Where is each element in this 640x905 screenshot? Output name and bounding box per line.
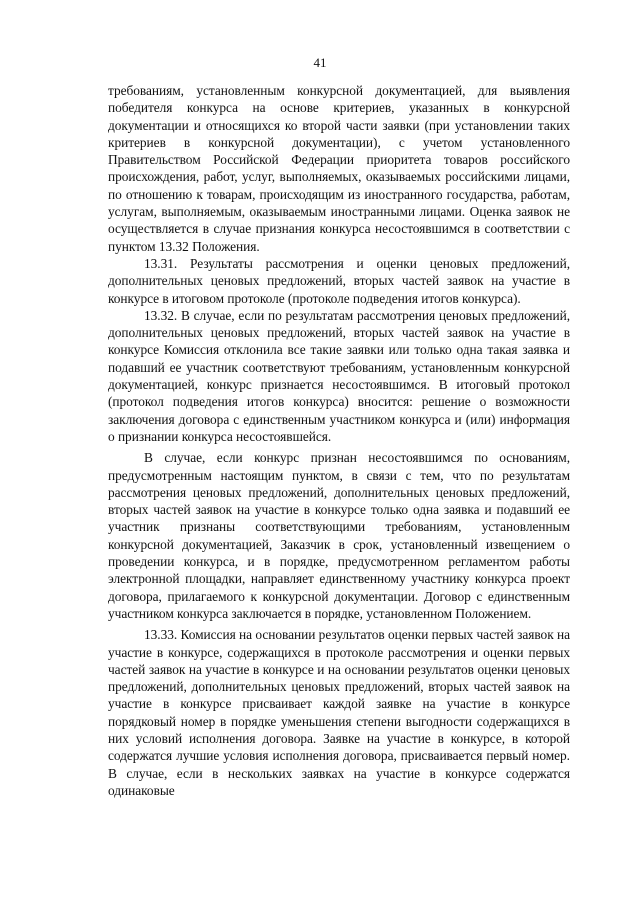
paragraph-13-33: 13.33. Комиссия на основании результатов оценки первых частей заявок на участие в конкурсе, содержащихся в протоколе рассмотрения и оценки первых частей заявок на участие в конкурсе и на основании результатов оценки ценовых предложений, дополнительных ценовых предложений, вторых частей заявок на участие в конкурсе присваивает каждой заявке на участие в конкурсе порядковый номер в порядке уменьшения степени выгодности содержащихся в них условий исполнения договора. Заявке на участие в конкурсе, в которой содержатся лучшие условия исполнения договора, присваивается первый номер. В случае, если в нескольких заявках на участие в конкурсе содержатся одинаковые xyxy=(108,627,570,798)
paragraph-13-32: 13.32. В случае, если по результатам рассмотрения ценовых предложений, дополнительных ценовых предложений, вторых частей заявок на участие в конкурсе Комиссия отклонила все такие заявки или только одна такая заявка и подавший ее участник соответствуют требованиям, установленным конкурсной документацией, конкурс признается несостоявшимся. В итоговый протокол (протокол подведения итогов конкурса) вносится: решение о возможности заключения договора с единственным участником конкурса и (или) информация о признании конкурса несостоявшейся. xyxy=(108,307,570,444)
paragraph-13-31: 13.31. Результаты рассмотрения и оценки ценовых предложений, дополнительных ценовых предложений, вторых частей заявок на участие в конкурсе в итоговом протоколе (протоколе подведения итогов конкурса). xyxy=(108,255,570,306)
paragraph-continuation: требованиям, установленным конкурсной документацией, для выявления победителя конкурса на основе критериев, указанных в конкурсной документации и относящихся ко второй части заявки (при установлении таких критериев в конкурсной документации), с учетом установленного Правительством Российской Федерации приоритета товаров российского происхождения, работ, услуг, выполняемых, оказываемых российскими лицами, по отношению к товарам, происходящим из иностранного государства, работам, услугам, выполняемым, оказываемым иностранными лицами. Оценка заявок не осуществляется в случае признания конкурса несостоявшимся в соответствии с пунктом 13.32 Положения. xyxy=(108,83,570,254)
page-number: 41 xyxy=(313,55,327,70)
paragraph-13-32-continued: В случае, если конкурс признан несостоявшимся по основаниям, предусмотренным настоящим пунктом, в связи с тем, что по результатам рассмотрения ценовых предложений, дополнительных ценовых предложений, вторых частей заявок на участие в конкурсе только одна заявка и подавший ее участник признаны соответствующими требованиям, установленным конкурсной документацией, Заказчик в срок, установленный извещением о проведении конкурса, и в порядке, предусмотренном регламентом работы электронной площадки, направляет единственному участнику конкурса проект договора, прилагаемого к конкурсной документации. Договор с единственным участником конкурса заключается в порядке, установленном Положением. xyxy=(108,450,570,621)
document-body xyxy=(108,82,570,799)
